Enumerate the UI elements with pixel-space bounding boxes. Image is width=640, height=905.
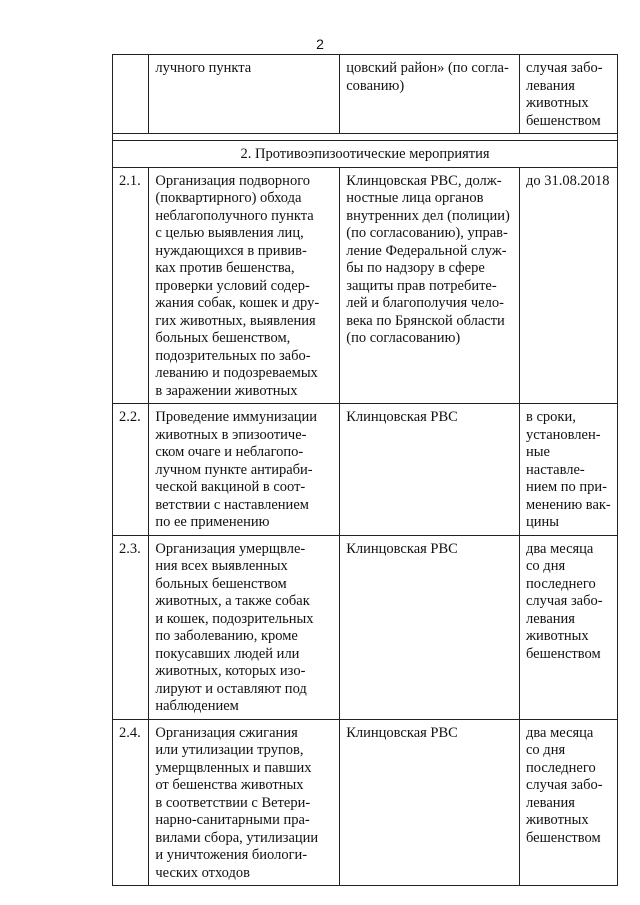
table-row-spacer [113,134,618,141]
measure-description-cell: Организация сжигания или утилизации трупов, умерщвленных и павших от бешенства животных в соответствии с Ветери- нарно-санитарными пра- вилами сбора, утилизации и уничтожения биологи- ческих отходов [149,719,340,886]
row-number-cell: 2.3. [113,535,149,719]
measure-description-cell: Организация умерщвле- ния всех выявленных больных бешенством животных, а также собак и кошек, подозрительных по заболеванию, кроме покусавших людей или животных, которых изо- лируют и оставляют под наблюдением [149,535,340,719]
deadline-cell: в сроки, установлен- ные наставле- нием по при- менению вак- цины [520,404,618,536]
measure-description-cell: Проведение иммунизации животных в эпизоотиче- ском очаге и неблагопо- лучном пункте антираби- ческой вакциной в соот- ветствии с наставлением по ее применению [149,404,340,536]
deadline-cell: случая забо- левания животных бешенством [520,55,618,134]
measures-table [112,54,618,886]
table-row-carry-over [113,55,618,134]
section-title: 2. Противоэпизоотические мероприятия [113,141,618,168]
executor-cell: Клинцовская РВС [340,535,520,719]
deadline-cell: два месяца со дня последнего случая забо- левания животных бешенством [520,719,618,886]
table-row [113,404,618,536]
table-row [113,167,618,404]
row-number-cell: 2.4. [113,719,149,886]
row-number-cell: 2.2. [113,404,149,536]
deadline-cell: до 31.08.2018 [520,167,618,404]
measure-description-cell: Организация подворного (поквартирного) обхода неблагополучного пункта с целью выявления лиц, нуждающихся в привив- ках против бешенства, проверки условий содер- жания собак, кошек и дру- гих животных, выявления больных бешенством, подозрительных по забо- леванию и подозреваемых в заражении животных [149,167,340,404]
executor-cell: цовский район» (по согла- сованию) [340,55,520,134]
executor-cell: Клинцовская РВС [340,719,520,886]
measure-description-cell: лучного пункта [149,55,340,134]
section-header-row [113,141,618,168]
deadline-cell: два месяца со дня последнего случая забо- левания животных бешенством [520,535,618,719]
table-row [113,535,618,719]
executor-cell: Клинцовская РВС [340,404,520,536]
page-number: 2 [316,36,324,52]
table-row [113,719,618,886]
row-number-cell [113,55,149,134]
executor-cell: Клинцовская РВС, долж- ностные лица органов внутренних дел (полиции) (по согласованию), управ- ление Федеральной служ- бы по надзору в сфере защиты прав потребите- лей и благополучия чело- века по Брянской области (по согласованию) [340,167,520,404]
row-number-cell: 2.1. [113,167,149,404]
